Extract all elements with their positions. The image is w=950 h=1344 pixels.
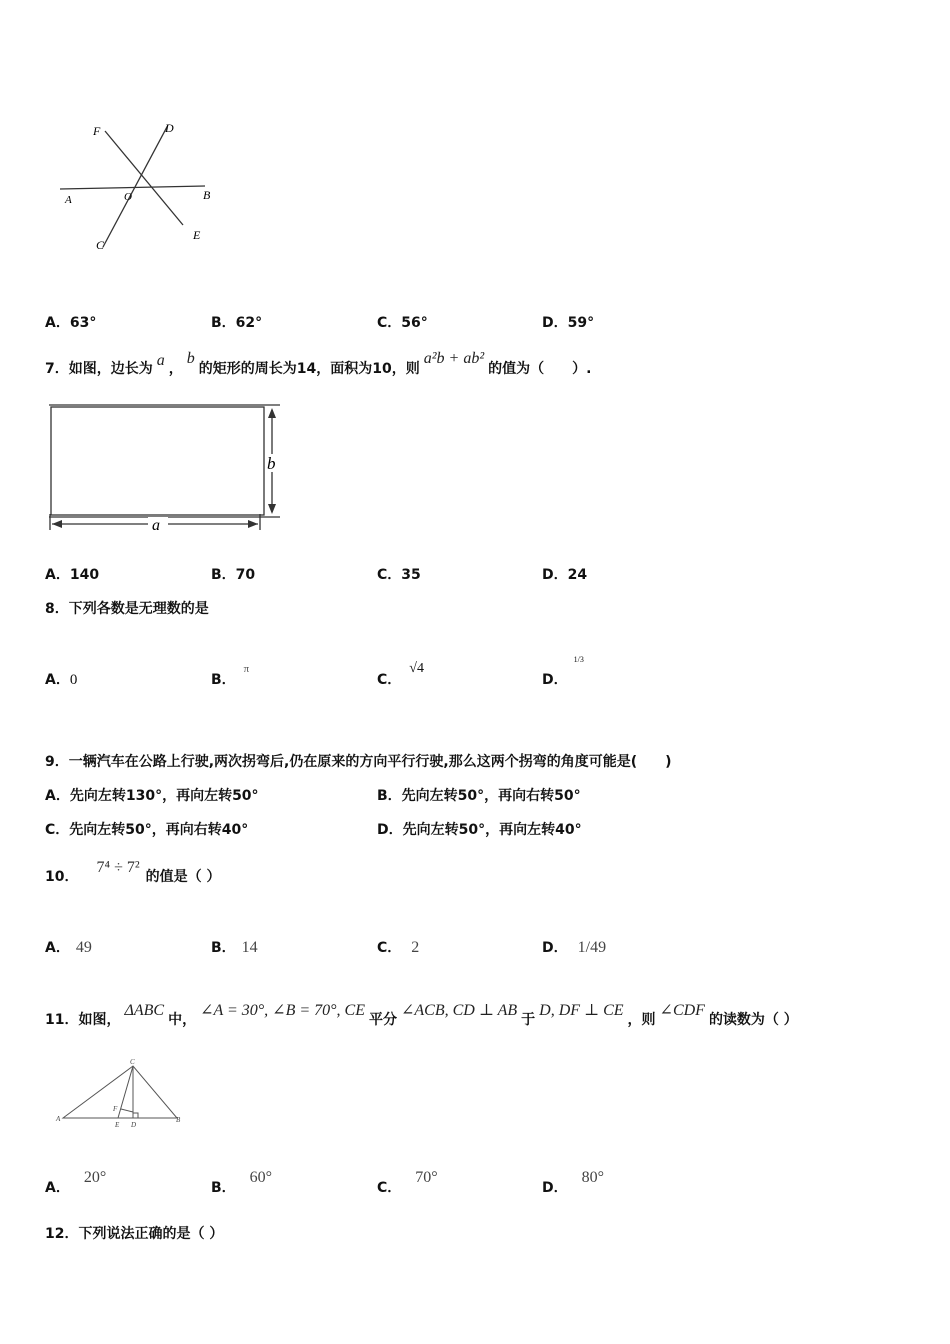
q11-triangle: ΔABC	[124, 1002, 165, 1019]
option-letter: B．	[377, 788, 402, 804]
option-value: 1/49	[577, 939, 607, 956]
fig-label-A: A	[56, 1115, 61, 1123]
q10-stem	[45, 859, 221, 886]
q11-number: 11．如图，	[45, 1012, 121, 1028]
q11-option-a[interactable]	[45, 1169, 107, 1197]
option-value: 59°	[567, 315, 595, 331]
option-value: 先向左转130°，再向左转50°	[69, 788, 259, 804]
option-letter: B．	[211, 672, 236, 688]
q10-tail: 的值是（ ）	[145, 869, 221, 885]
q11-condition-3: D, DF ⊥ CE	[539, 1002, 624, 1019]
q7-text-3: 的值为（ ）.	[488, 361, 592, 377]
label-D: D	[165, 121, 174, 135]
q10-number: 10．	[45, 869, 79, 885]
q11-option-d[interactable]	[542, 1169, 605, 1197]
option-letter: D．	[377, 822, 403, 838]
option-letter: D．	[542, 672, 568, 688]
q7-comma: ，	[168, 361, 183, 377]
option-letter: A．	[45, 1180, 70, 1196]
q12-stem: 12．下列说法正确的是（ ）	[45, 1226, 224, 1242]
option-letter: D．	[542, 1180, 568, 1196]
option-letter: B．	[211, 567, 236, 583]
option-value: 14	[241, 939, 258, 956]
q6-option-b[interactable]	[211, 312, 262, 332]
q7-stem	[45, 350, 592, 378]
option-letter: B．	[211, 1180, 236, 1196]
figure-label-a: a	[152, 517, 160, 534]
option-value: √4	[409, 661, 424, 676]
option-letter: C．	[377, 315, 402, 331]
label-E: E	[193, 228, 201, 242]
option-letter: C．	[377, 1180, 402, 1196]
option-value: 140	[69, 567, 100, 583]
fig-label-D: D	[131, 1121, 137, 1129]
q11-stem	[45, 1002, 798, 1029]
q7-text-2: 的矩形的周长为14，面积为10，则	[198, 361, 420, 377]
q11-condition-1: ∠A = 30°, ∠B = 70°, CE	[200, 1002, 365, 1019]
q8-option-c[interactable]	[377, 661, 424, 689]
option-letter: D．	[542, 567, 568, 583]
label-F: F	[93, 124, 101, 138]
option-value: 60°	[249, 1169, 273, 1186]
option-value: 2	[411, 939, 420, 956]
q10-option-c[interactable]	[377, 937, 419, 957]
q6-option-c[interactable]	[377, 312, 428, 332]
option-letter: B．	[211, 315, 236, 331]
q7-option-d[interactable]	[542, 564, 587, 584]
option-value: 70°	[415, 1169, 438, 1186]
option-letter: A．	[45, 567, 70, 583]
figure-q7-rectangle	[44, 402, 289, 540]
q11-option-c[interactable]	[377, 1169, 438, 1197]
q6-option-a[interactable]	[45, 312, 96, 332]
option-value: 63°	[69, 315, 97, 331]
fig-label-E: E	[115, 1121, 120, 1129]
option-value: 80°	[581, 1169, 605, 1186]
q10-expression: 7⁴ ÷ 7²	[96, 859, 140, 876]
q6-option-d[interactable]	[542, 312, 594, 332]
q7-option-a[interactable]	[45, 564, 99, 584]
q9-option-b[interactable]	[377, 785, 581, 805]
q11-text-3: 于	[521, 1012, 536, 1028]
option-letter: C．	[377, 567, 402, 583]
option-letter: B．	[211, 940, 236, 956]
label-O: O	[124, 191, 132, 203]
option-value: 56°	[401, 315, 428, 331]
option-letter: C．	[45, 822, 70, 838]
option-value: 35	[401, 567, 421, 583]
option-letter: C．	[377, 940, 402, 956]
fig-label-F: F	[113, 1105, 118, 1113]
q9-stem: 9．一辆汽车在公路上行驶,两次拐弯后,仍在原来的方向平行行驶,那么这两个拐弯的角度可能是( )	[45, 754, 672, 770]
figure-q6-lines	[55, 115, 230, 260]
q9-option-d[interactable]	[377, 819, 582, 839]
q7-var-a: a	[156, 352, 165, 369]
fig-label-C: C	[130, 1058, 135, 1066]
q10-option-d[interactable]	[542, 937, 606, 957]
q7-option-c[interactable]	[377, 564, 421, 584]
q7-expression: a²b + ab²	[423, 350, 485, 367]
option-value: 49	[75, 939, 92, 956]
q11-option-b[interactable]	[211, 1169, 273, 1197]
q11-condition-2: ∠ACB, CD ⊥ AB	[401, 1002, 518, 1019]
q11-text-4: ，则	[627, 1012, 656, 1028]
q7-text-1: 如图，边长为	[68, 361, 153, 377]
option-value: 先向左转50°，再向右转40°	[69, 822, 249, 838]
q7-var-b: b	[186, 350, 195, 367]
option-value: 先向左转50°，再向左转40°	[402, 822, 582, 838]
fig-label-B: B	[176, 1116, 181, 1124]
option-value: 24	[567, 567, 588, 583]
label-A: A	[65, 194, 72, 206]
q11-text-1: 中，	[168, 1012, 197, 1028]
option-value: 1/3	[573, 655, 584, 664]
q10-option-b[interactable]	[211, 937, 258, 957]
label-C: C	[96, 238, 105, 252]
q8-option-d[interactable]	[542, 655, 584, 689]
option-value: 先向左转50°，再向右转50°	[401, 788, 581, 804]
q11-text-5: 的读数为（ ）	[708, 1012, 798, 1028]
option-letter: D．	[542, 315, 568, 331]
figure-q11-triangle	[55, 1055, 190, 1130]
label-B: B	[203, 188, 211, 202]
q11-target-angle: ∠CDF	[659, 1002, 705, 1019]
figure-label-b: b	[267, 454, 276, 473]
q8-option-a[interactable]	[45, 669, 77, 689]
q9-option-a[interactable]	[45, 785, 259, 805]
option-value: 20°	[83, 1169, 107, 1186]
option-letter: A．	[45, 940, 70, 956]
option-letter: D．	[542, 940, 568, 956]
option-letter: A．	[45, 672, 70, 688]
option-value: 0	[69, 672, 78, 688]
q11-text-2: 平分	[369, 1012, 397, 1028]
q7-number: 7．	[45, 361, 69, 377]
option-value: π	[243, 663, 250, 675]
option-value: 70	[235, 567, 256, 583]
q10-option-a[interactable]	[45, 937, 92, 957]
option-letter: A．	[45, 788, 70, 804]
option-value: 62°	[235, 315, 263, 331]
option-letter: C．	[377, 672, 402, 688]
q9-option-c[interactable]	[45, 819, 248, 839]
q8-option-b[interactable]	[211, 663, 250, 689]
option-letter: A．	[45, 315, 70, 331]
q7-option-b[interactable]	[211, 564, 255, 584]
q8-stem: 8．下列各数是无理数的是	[45, 601, 209, 617]
